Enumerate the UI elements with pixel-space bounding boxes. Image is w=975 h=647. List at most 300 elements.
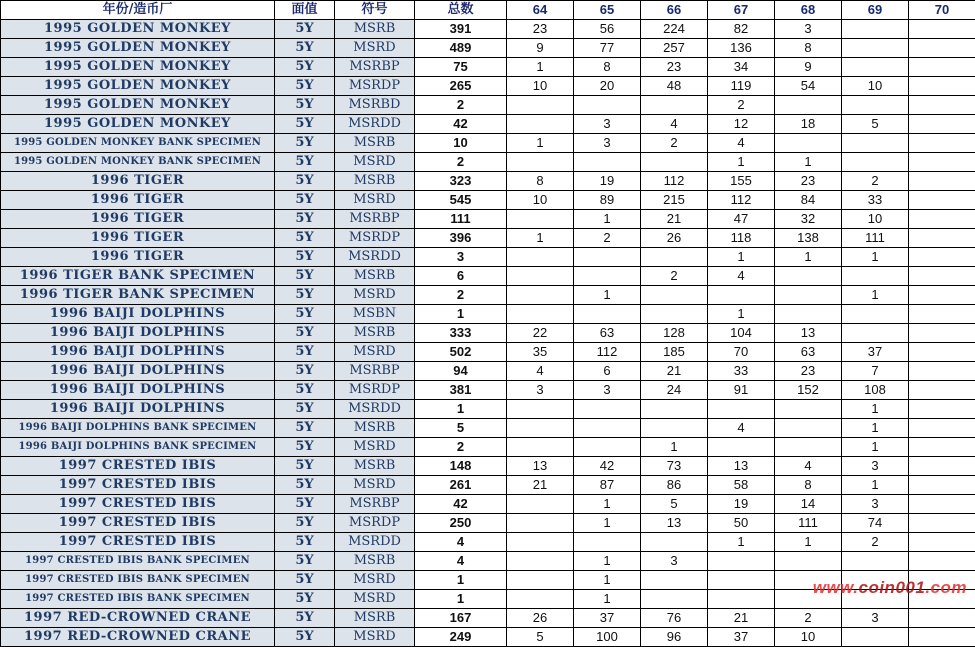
cell-grade-70: [909, 286, 975, 305]
cell-grade-65: 42: [574, 457, 641, 476]
cell-grade-66: 21: [641, 362, 708, 381]
cell-grade-65: 2: [574, 229, 641, 248]
cell-denomination: 5Y: [275, 571, 335, 590]
cell-total: 6: [415, 267, 507, 286]
cell-coin-name: 1996 TIGER: [1, 191, 275, 210]
cell-grade-65: 89: [574, 191, 641, 210]
cell-grade-66: 185: [641, 343, 708, 362]
cell-grade-70: [909, 191, 975, 210]
cell-grade-64: [507, 495, 574, 514]
cell-grade-70: [909, 400, 975, 419]
cell-grade-64: 10: [507, 77, 574, 96]
cell-grade-68: 8: [775, 39, 842, 58]
cell-total: 396: [415, 229, 507, 248]
cell-grade-65: [574, 305, 641, 324]
cell-grade-64: [507, 419, 574, 438]
cell-grade-69: 1: [842, 248, 909, 267]
cell-grade-66: 23: [641, 58, 708, 77]
cell-denomination: 5Y: [275, 343, 335, 362]
cell-symbol: MSRD: [335, 590, 415, 609]
cell-grade-70: [909, 229, 975, 248]
cell-coin-name: 1996 BAIJI DOLPHINS: [1, 324, 275, 343]
cell-grade-65: 1: [574, 514, 641, 533]
cell-grade-70: [909, 419, 975, 438]
cell-symbol: MSRD: [335, 39, 415, 58]
cell-symbol: MSBN: [335, 305, 415, 324]
cell-total: 391: [415, 20, 507, 39]
table-row: [1, 58, 975, 77]
cell-symbol: MSRD: [335, 628, 415, 647]
cell-grade-67: 1: [708, 305, 775, 324]
table-row: [1, 96, 975, 115]
cell-grade-66: [641, 590, 708, 609]
cell-coin-name: 1996 BAIJI DOLPHINS: [1, 305, 275, 324]
cell-grade-69: 3: [842, 457, 909, 476]
cell-denomination: 5Y: [275, 20, 335, 39]
cell-grade-65: 1: [574, 210, 641, 229]
table-row: [1, 476, 975, 495]
cell-grade-68: 54: [775, 77, 842, 96]
cell-grade-67: 13: [708, 457, 775, 476]
cell-grade-65: [574, 96, 641, 115]
cell-total: 265: [415, 77, 507, 96]
cell-coin-name: 1997 CRESTED IBIS: [1, 457, 275, 476]
cell-grade-64: [507, 96, 574, 115]
cell-grade-69: [842, 324, 909, 343]
cell-grade-67: 1: [708, 248, 775, 267]
table-row: [1, 115, 975, 134]
cell-grade-68: 111: [775, 514, 842, 533]
cell-grade-64: [507, 552, 574, 571]
cell-grade-65: [574, 400, 641, 419]
cell-grade-65: 1: [574, 286, 641, 305]
cell-total: 323: [415, 172, 507, 191]
cell-denomination: 5Y: [275, 96, 335, 115]
cell-grade-68: [775, 96, 842, 115]
cell-grade-68: [775, 419, 842, 438]
cell-grade-65: 3: [574, 134, 641, 153]
cell-grade-66: [641, 153, 708, 172]
cell-grade-70: [909, 134, 975, 153]
cell-denomination: 5Y: [275, 172, 335, 191]
cell-symbol: MSRB: [335, 552, 415, 571]
cell-grade-66: 24: [641, 381, 708, 400]
cell-grade-65: 112: [574, 343, 641, 362]
cell-grade-68: 2: [775, 609, 842, 628]
cell-denomination: 5Y: [275, 248, 335, 267]
cell-grade-69: 1: [842, 419, 909, 438]
watermark-highlight: coin001: [859, 578, 926, 597]
cell-total: 5: [415, 419, 507, 438]
cell-grade-70: [909, 362, 975, 381]
cell-grade-68: 1: [775, 248, 842, 267]
cell-grade-67: 70: [708, 343, 775, 362]
cell-grade-68: 10: [775, 628, 842, 647]
cell-coin-name: 1996 BAIJI DOLPHINS BANK SPECIMEN: [1, 419, 275, 438]
cell-grade-70: [909, 210, 975, 229]
cell-grade-68: 1: [775, 533, 842, 552]
cell-grade-64: 1: [507, 229, 574, 248]
cell-grade-68: [775, 267, 842, 286]
cell-denomination: 5Y: [275, 286, 335, 305]
cell-grade-67: 91: [708, 381, 775, 400]
cell-grade-69: 2: [842, 172, 909, 191]
cell-grade-65: 1: [574, 495, 641, 514]
cell-coin-name: 1996 BAIJI DOLPHINS: [1, 381, 275, 400]
cell-denomination: 5Y: [275, 362, 335, 381]
cell-grade-69: [842, 571, 909, 590]
cell-grade-70: [909, 172, 975, 191]
cell-coin-name: 1996 TIGER BANK SPECIMEN: [1, 286, 275, 305]
cell-grade-66: 112: [641, 172, 708, 191]
cell-symbol: MSRD: [335, 476, 415, 495]
table-row: [1, 229, 975, 248]
cell-symbol: MSRBP: [335, 495, 415, 514]
cell-grade-67: 21: [708, 609, 775, 628]
cell-denomination: 5Y: [275, 476, 335, 495]
cell-coin-name: 1997 CRESTED IBIS: [1, 495, 275, 514]
cell-coin-name: 1995 GOLDEN MONKEY: [1, 77, 275, 96]
cell-grade-65: 19: [574, 172, 641, 191]
cell-denomination: 5Y: [275, 514, 335, 533]
cell-grade-64: [507, 514, 574, 533]
cell-symbol: MSRD: [335, 286, 415, 305]
cell-grade-68: [775, 400, 842, 419]
table-row: [1, 590, 975, 609]
cell-grade-67: 112: [708, 191, 775, 210]
cell-grade-66: 3: [641, 552, 708, 571]
watermark-suffix: .com: [925, 578, 967, 597]
table-row: [1, 609, 975, 628]
cell-grade-66: [641, 400, 708, 419]
cell-symbol: MSRD: [335, 191, 415, 210]
cell-grade-64: 26: [507, 609, 574, 628]
cell-total: 4: [415, 552, 507, 571]
table-row: [1, 39, 975, 58]
cell-coin-name: 1995 GOLDEN MONKEY: [1, 58, 275, 77]
cell-grade-70: [909, 248, 975, 267]
cell-grade-64: 35: [507, 343, 574, 362]
table-row: [1, 134, 975, 153]
cell-grade-69: 37: [842, 343, 909, 362]
table-row: [1, 77, 975, 96]
cell-denomination: 5Y: [275, 609, 335, 628]
cell-grade-65: 3: [574, 381, 641, 400]
cell-grade-64: [507, 286, 574, 305]
cell-grade-69: 111: [842, 229, 909, 248]
table-row: [1, 495, 975, 514]
table-row: [1, 20, 975, 39]
cell-symbol: MSRBP: [335, 210, 415, 229]
cell-denomination: 5Y: [275, 438, 335, 457]
cell-symbol: MSRB: [335, 457, 415, 476]
cell-grade-70: [909, 457, 975, 476]
cell-grade-68: 18: [775, 115, 842, 134]
cell-coin-name: 1997 CRESTED IBIS BANK SPECIMEN: [1, 571, 275, 590]
cell-grade-69: 1: [842, 438, 909, 457]
cell-grade-65: [574, 419, 641, 438]
column-header-grade-70: 70: [909, 1, 975, 20]
cell-coin-name: 1997 CRESTED IBIS: [1, 476, 275, 495]
cell-grade-69: [842, 305, 909, 324]
cell-grade-67: 104: [708, 324, 775, 343]
cell-grade-67: 12: [708, 115, 775, 134]
column-header-grade-69: 69: [842, 1, 909, 20]
cell-grade-65: 87: [574, 476, 641, 495]
cell-grade-66: [641, 305, 708, 324]
cell-grade-67: 19: [708, 495, 775, 514]
cell-grade-66: 73: [641, 457, 708, 476]
cell-total: 1: [415, 305, 507, 324]
cell-grade-64: 9: [507, 39, 574, 58]
column-header-year-mint: 年份/造币厂: [1, 1, 275, 20]
cell-grade-64: 3: [507, 381, 574, 400]
cell-symbol: MSRB: [335, 609, 415, 628]
cell-grade-65: [574, 533, 641, 552]
cell-symbol: MSRDD: [335, 533, 415, 552]
cell-symbol: MSRD: [335, 438, 415, 457]
cell-grade-68: [775, 590, 842, 609]
cell-total: 502: [415, 343, 507, 362]
cell-grade-66: 1: [641, 438, 708, 457]
cell-grade-65: [574, 267, 641, 286]
cell-grade-64: [507, 571, 574, 590]
cell-grade-69: 74: [842, 514, 909, 533]
cell-grade-69: [842, 20, 909, 39]
cell-denomination: 5Y: [275, 153, 335, 172]
cell-coin-name: 1995 GOLDEN MONKEY: [1, 39, 275, 58]
cell-grade-65: [574, 153, 641, 172]
cell-grade-70: [909, 343, 975, 362]
cell-grade-66: [641, 571, 708, 590]
cell-grade-70: [909, 115, 975, 134]
table-row: [1, 533, 975, 552]
cell-grade-69: 3: [842, 609, 909, 628]
table-row: [1, 153, 975, 172]
cell-grade-69: [842, 58, 909, 77]
column-header-symbol: 符号: [335, 1, 415, 20]
cell-grade-68: [775, 305, 842, 324]
cell-coin-name: 1995 GOLDEN MONKEY BANK SPECIMEN: [1, 134, 275, 153]
cell-grade-68: [775, 438, 842, 457]
cell-grade-65: 1: [574, 590, 641, 609]
cell-symbol: MSRB: [335, 267, 415, 286]
cell-grade-66: [641, 96, 708, 115]
cell-grade-67: 1: [708, 533, 775, 552]
cell-grade-67: [708, 571, 775, 590]
cell-grade-65: 3: [574, 115, 641, 134]
cell-grade-70: [909, 267, 975, 286]
cell-symbol: MSRB: [335, 172, 415, 191]
cell-denomination: 5Y: [275, 381, 335, 400]
cell-coin-name: 1996 BAIJI DOLPHINS BANK SPECIMEN: [1, 438, 275, 457]
cell-grade-68: [775, 552, 842, 571]
cell-grade-66: 48: [641, 77, 708, 96]
cell-grade-69: [842, 267, 909, 286]
cell-total: 2: [415, 96, 507, 115]
table-row: [1, 210, 975, 229]
cell-grade-65: 20: [574, 77, 641, 96]
cell-grade-66: 215: [641, 191, 708, 210]
cell-coin-name: 1995 GOLDEN MONKEY BANK SPECIMEN: [1, 153, 275, 172]
cell-grade-67: 34: [708, 58, 775, 77]
cell-grade-70: [909, 514, 975, 533]
cell-grade-70: [909, 533, 975, 552]
cell-denomination: 5Y: [275, 39, 335, 58]
cell-total: 3: [415, 248, 507, 267]
cell-grade-66: [641, 248, 708, 267]
cell-grade-64: [507, 153, 574, 172]
cell-grade-67: [708, 286, 775, 305]
cell-grade-67: 33: [708, 362, 775, 381]
cell-grade-69: 3: [842, 495, 909, 514]
cell-grade-69: [842, 590, 909, 609]
table-row: [1, 419, 975, 438]
cell-grade-69: [842, 39, 909, 58]
cell-total: 381: [415, 381, 507, 400]
cell-coin-name: 1995 GOLDEN MONKEY: [1, 96, 275, 115]
cell-grade-65: [574, 248, 641, 267]
cell-coin-name: 1997 CRESTED IBIS BANK SPECIMEN: [1, 590, 275, 609]
cell-grade-64: [507, 210, 574, 229]
cell-total: 1: [415, 590, 507, 609]
cell-grade-65: 1: [574, 552, 641, 571]
cell-symbol: MSRDP: [335, 381, 415, 400]
cell-denomination: 5Y: [275, 77, 335, 96]
cell-symbol: MSRD: [335, 153, 415, 172]
cell-grade-68: 23: [775, 172, 842, 191]
cell-grade-67: 58: [708, 476, 775, 495]
cell-symbol: MSRD: [335, 343, 415, 362]
cell-symbol: MSRB: [335, 20, 415, 39]
cell-grade-66: 4: [641, 115, 708, 134]
cell-grade-66: 86: [641, 476, 708, 495]
table-row: [1, 381, 975, 400]
cell-grade-64: [507, 267, 574, 286]
cell-symbol: MSRD: [335, 571, 415, 590]
cell-grade-69: [842, 628, 909, 647]
column-header-grade-65: 65: [574, 1, 641, 20]
cell-denomination: 5Y: [275, 419, 335, 438]
cell-grade-66: [641, 419, 708, 438]
cell-grade-67: 4: [708, 267, 775, 286]
cell-grade-70: [909, 77, 975, 96]
cell-total: 2: [415, 286, 507, 305]
cell-coin-name: 1995 GOLDEN MONKEY: [1, 20, 275, 39]
cell-grade-70: [909, 305, 975, 324]
cell-denomination: 5Y: [275, 628, 335, 647]
cell-grade-64: 10: [507, 191, 574, 210]
cell-grade-64: [507, 248, 574, 267]
cell-grade-70: [909, 58, 975, 77]
cell-grade-65: 63: [574, 324, 641, 343]
cell-symbol: MSRB: [335, 324, 415, 343]
cell-grade-66: 96: [641, 628, 708, 647]
cell-grade-66: 128: [641, 324, 708, 343]
watermark-prefix: www.: [813, 578, 859, 597]
cell-coin-name: 1997 CRESTED IBIS: [1, 533, 275, 552]
cell-grade-70: [909, 153, 975, 172]
cell-grade-70: [909, 609, 975, 628]
cell-grade-66: [641, 533, 708, 552]
cell-grade-69: 5: [842, 115, 909, 134]
cell-grade-68: 63: [775, 343, 842, 362]
cell-coin-name: 1996 TIGER BANK SPECIMEN: [1, 267, 275, 286]
cell-grade-70: [909, 628, 975, 647]
cell-grade-64: 22: [507, 324, 574, 343]
column-header-grade-66: 66: [641, 1, 708, 20]
cell-denomination: 5Y: [275, 267, 335, 286]
cell-grade-65: 56: [574, 20, 641, 39]
cell-denomination: 5Y: [275, 495, 335, 514]
cell-grade-67: 82: [708, 20, 775, 39]
cell-total: 75: [415, 58, 507, 77]
cell-grade-69: 1: [842, 476, 909, 495]
cell-grade-70: [909, 438, 975, 457]
table-row: [1, 628, 975, 647]
cell-total: 489: [415, 39, 507, 58]
cell-denomination: 5Y: [275, 400, 335, 419]
cell-total: 94: [415, 362, 507, 381]
cell-grade-67: 2: [708, 96, 775, 115]
cell-grade-68: 14: [775, 495, 842, 514]
cell-denomination: 5Y: [275, 229, 335, 248]
cell-grade-66: 224: [641, 20, 708, 39]
cell-grade-69: [842, 552, 909, 571]
cell-grade-67: 118: [708, 229, 775, 248]
column-header-grade-68: 68: [775, 1, 842, 20]
table-row: [1, 552, 975, 571]
cell-total: 2: [415, 153, 507, 172]
cell-total: 1: [415, 571, 507, 590]
table-row: [1, 305, 975, 324]
cell-grade-70: [909, 381, 975, 400]
cell-denomination: 5Y: [275, 58, 335, 77]
cell-grade-70: [909, 552, 975, 571]
table-row: [1, 457, 975, 476]
cell-denomination: 5Y: [275, 324, 335, 343]
cell-grade-64: 1: [507, 58, 574, 77]
cell-grade-69: 108: [842, 381, 909, 400]
cell-grade-70: [909, 590, 975, 609]
cell-total: 250: [415, 514, 507, 533]
cell-grade-69: 2: [842, 533, 909, 552]
cell-grade-67: 47: [708, 210, 775, 229]
cell-grade-69: [842, 134, 909, 153]
cell-grade-68: [775, 286, 842, 305]
cell-grade-69: 1: [842, 400, 909, 419]
cell-grade-69: [842, 96, 909, 115]
table-row: [1, 571, 975, 590]
column-header-total: 总数: [415, 1, 507, 20]
cell-grade-67: [708, 552, 775, 571]
table-row: [1, 267, 975, 286]
cell-grade-66: 13: [641, 514, 708, 533]
table-row: [1, 248, 975, 267]
table-row: [1, 514, 975, 533]
cell-total: 167: [415, 609, 507, 628]
cell-total: 249: [415, 628, 507, 647]
cell-grade-67: 136: [708, 39, 775, 58]
cell-total: 333: [415, 324, 507, 343]
cell-symbol: MSRDP: [335, 77, 415, 96]
cell-total: 10: [415, 134, 507, 153]
cell-grade-68: 9: [775, 58, 842, 77]
cell-coin-name: 1996 TIGER: [1, 229, 275, 248]
cell-total: 545: [415, 191, 507, 210]
cell-denomination: 5Y: [275, 305, 335, 324]
cell-grade-70: [909, 324, 975, 343]
